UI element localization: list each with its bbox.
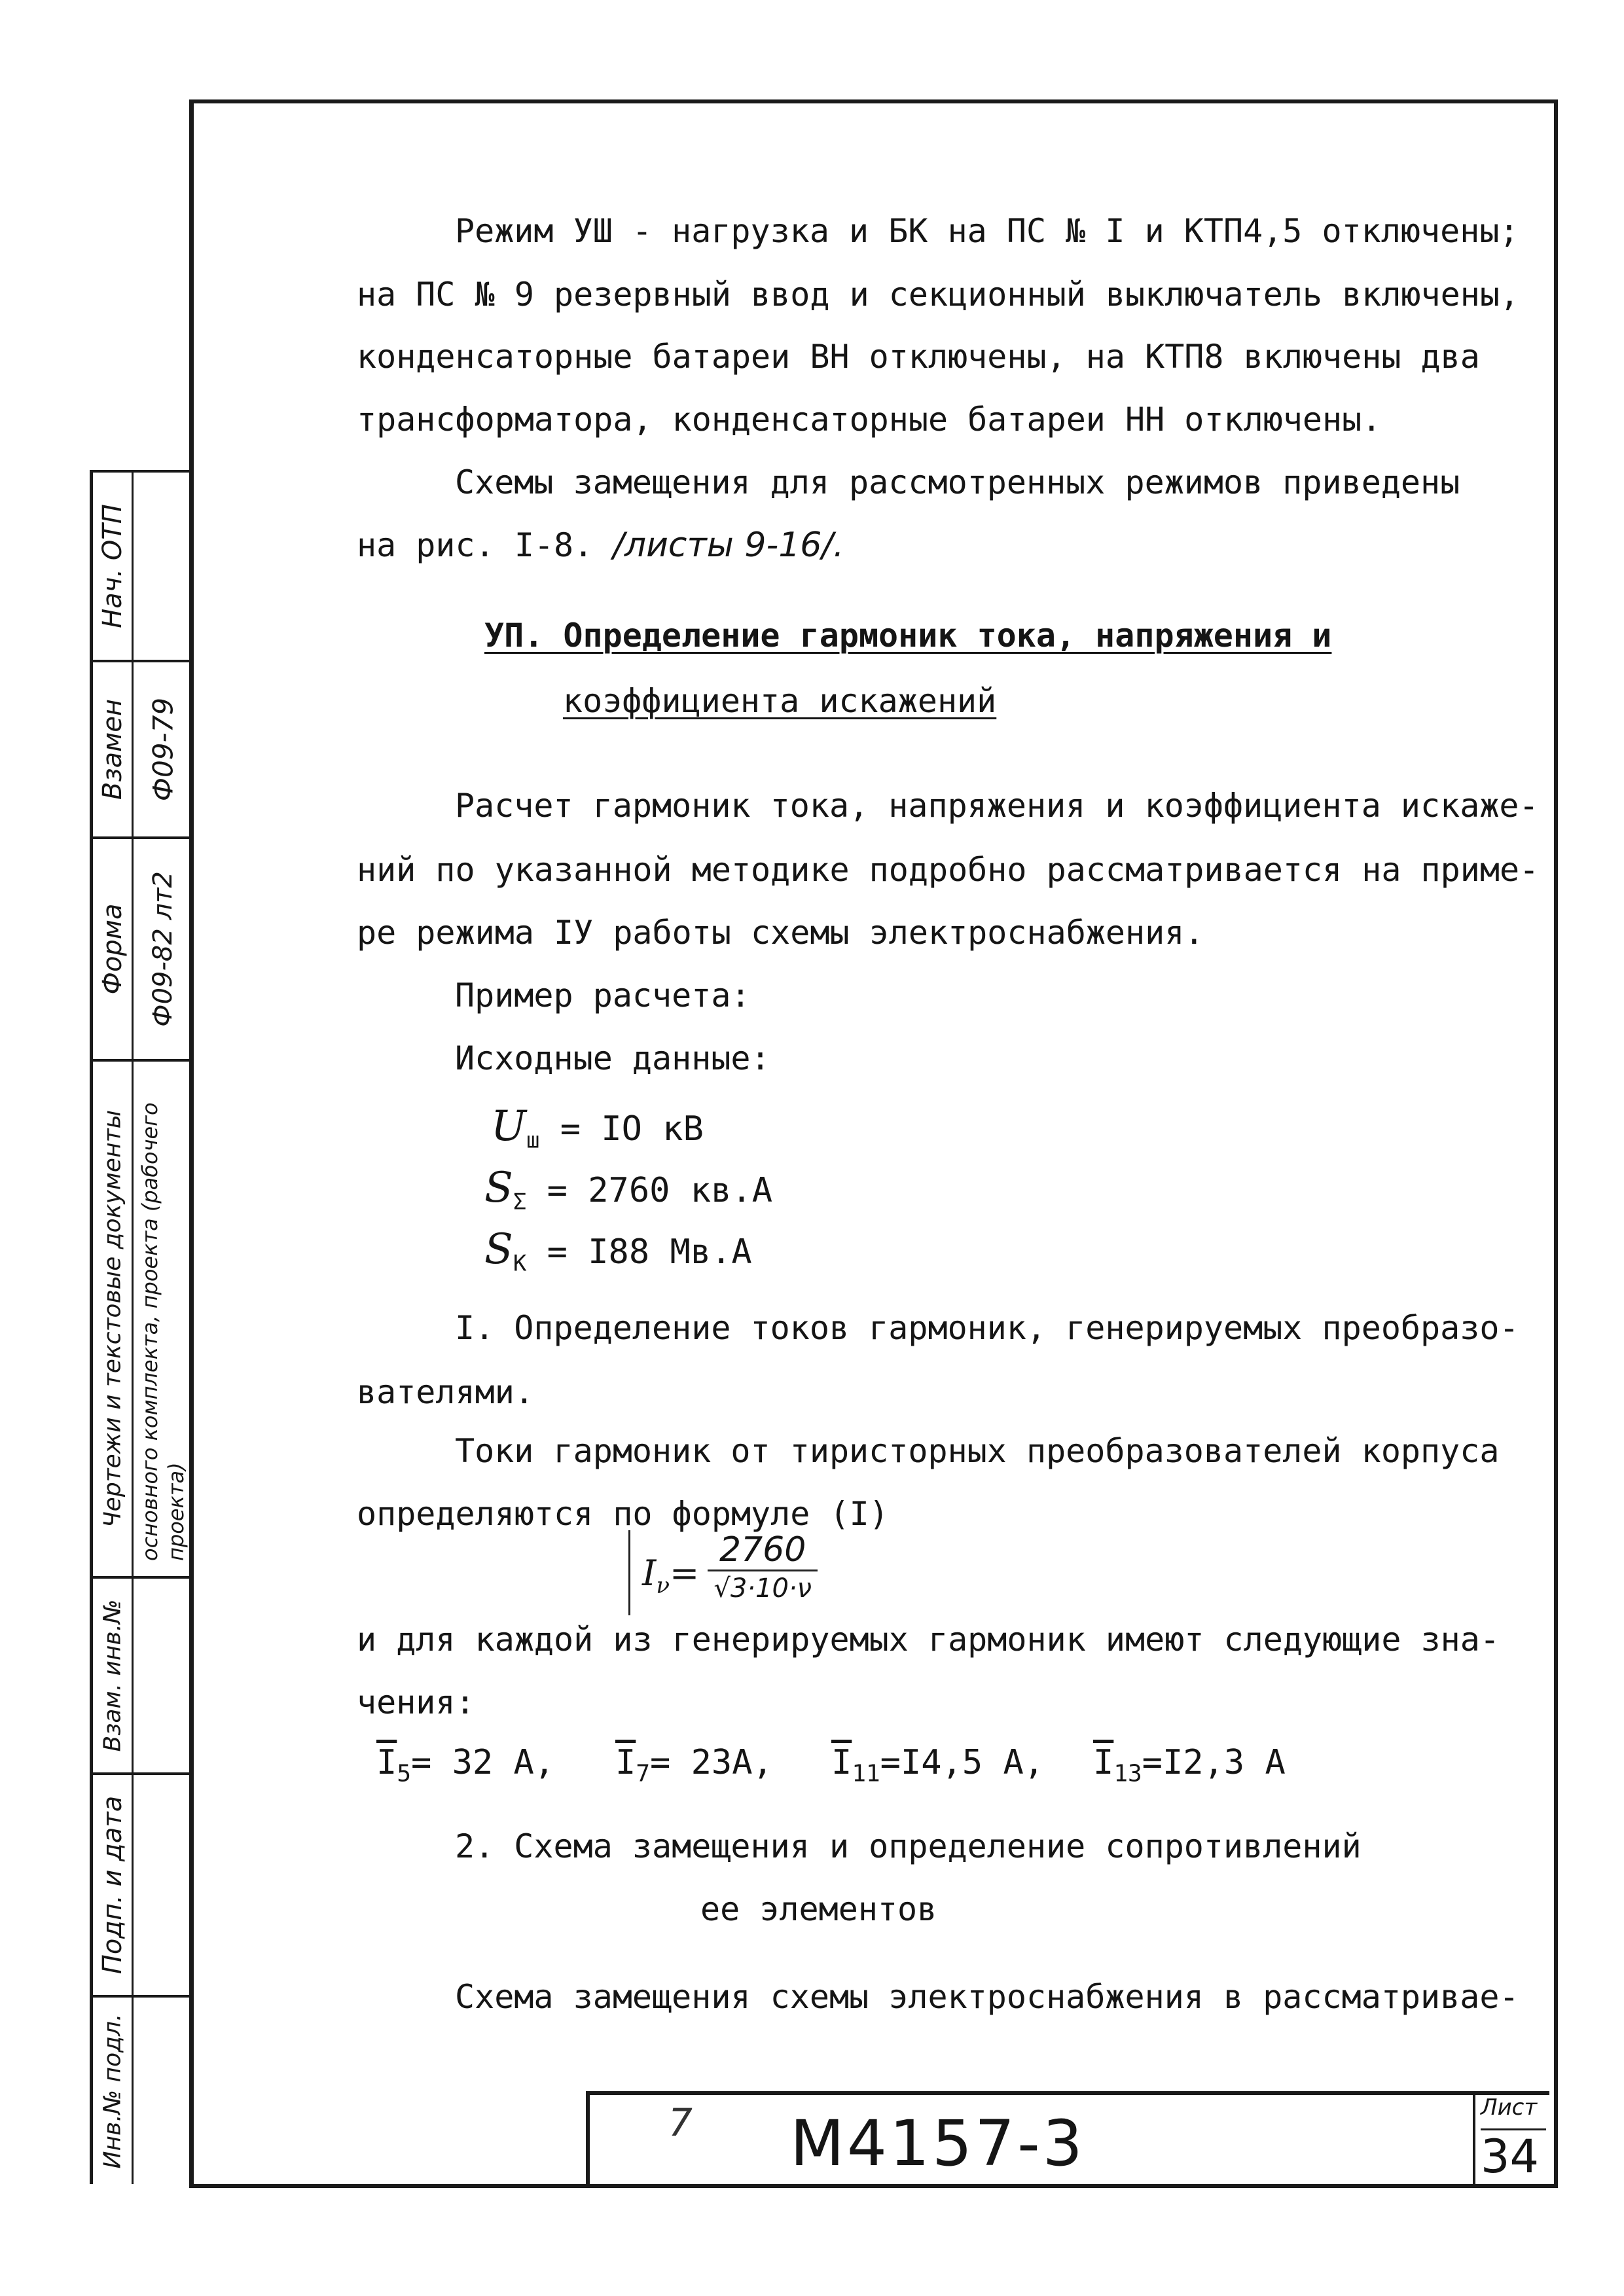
- strip-label: Форма: [97, 903, 128, 995]
- strip-label: Подп. и дата: [97, 1795, 128, 1975]
- strip-label: Нач. ОТП: [97, 504, 128, 628]
- document-registration-strip: [90, 470, 192, 2184]
- strip-label: Чертежи и текстовые документы: [99, 1110, 126, 1528]
- text-line: Схемы замещения для рассмотренных режимов приведены: [455, 463, 1460, 501]
- text-line: вателями.: [357, 1373, 534, 1411]
- stamp-mark: 7: [668, 2100, 693, 2145]
- text-line: Токи гармоник от тиристорных преобразователей корпуса: [455, 1432, 1500, 1470]
- sheet-number: 34: [1481, 2128, 1546, 2183]
- text-line: конденсаторные батареи ВН отключены, на КТП8 включены два: [357, 338, 1480, 376]
- strip-value: основного комплекта, проекта (рабочего проекта): [137, 1102, 189, 1561]
- formula-denominator: √3·10·ν: [713, 1573, 812, 1604]
- text-line: ний по указанной методике подробно рассматривается на приме-: [357, 851, 1540, 889]
- strip-cell-signature-date: [93, 1772, 192, 1995]
- harmonic-13-current: $\overline{I}_{13}=I2,3$ А: [1093, 1743, 1286, 1787]
- strip-label: Взамен: [97, 698, 128, 800]
- text-line: чения:: [357, 1683, 475, 1721]
- input-data-heading: Исходные данные:: [455, 1039, 770, 1077]
- strip-cell-head-approval: [93, 470, 192, 660]
- text-line: 2. Схема замещения и определение сопротивлений: [455, 1827, 1362, 1865]
- strip-label: Взам. инв.№: [99, 1599, 126, 1752]
- example-heading: Пример расчета:: [455, 977, 751, 1014]
- strip-cell-drawings: [93, 1059, 192, 1576]
- harmonic-5-current: $\overline{I}_5= 32$ А,: [376, 1743, 555, 1787]
- strip-label: Инв.№ подл.: [99, 2013, 126, 2168]
- text-line: на ПС № 9 резервный ввод и секционный выключатель включены,: [357, 276, 1520, 314]
- strip-value: Ф09-79: [147, 697, 179, 802]
- strip-cell-replacement-inv: [93, 1576, 192, 1772]
- title-block: [586, 2091, 1549, 2184]
- strip-cell-replaces: [93, 660, 192, 836]
- harmonic-current-formula: [628, 1530, 812, 1615]
- formula-fraction: [708, 1530, 818, 1605]
- sheet-divider: [1473, 2091, 1475, 2184]
- strip-cell-original-inv: [93, 1995, 192, 2184]
- strip-value: Ф09-82 лт2: [148, 871, 178, 1027]
- param-voltage: $U_ш$ = IO кВ: [491, 1102, 704, 1154]
- sheets-ref-handwritten: /листы 9-16/.: [613, 526, 844, 565]
- param-short-circuit-power: $S_К = I88$ Мв.А: [484, 1225, 752, 1277]
- section-title: УП. Определение гармоник тока, напряжения и: [484, 617, 1332, 655]
- harmonic-11-current: $\overline{I}_{11}=I4,5$ А,: [831, 1743, 1045, 1787]
- figure-ref: на рис. I-8.: [357, 526, 594, 564]
- param-load-power: $S_\Sigma = 2760$ кв.А: [484, 1164, 773, 1215]
- page-frame-bottom: [189, 2184, 1557, 2188]
- text-line: I. Определение токов гармоник, генерируемых преобразо-: [455, 1309, 1519, 1347]
- sheet-label: Лист: [1481, 2094, 1538, 2121]
- formula-lhs: $I_\nu=$: [642, 1552, 700, 1599]
- text-line: Расчет гармоник тока, напряжения и коэффициента искаже-: [455, 787, 1539, 825]
- text-line: Режим УШ - нагрузка и БК на ПС № I и КТП4,5 отключены;: [455, 212, 1519, 250]
- text-line: и для каждой из генерируемых гармоник имеют следующие зна-: [357, 1621, 1500, 1659]
- document-cipher: М4157-3: [790, 2107, 1085, 2180]
- text-line: Схема замещения схемы электроснабжения в рассматривае-: [455, 1978, 1519, 2016]
- text-line: ее элементов: [700, 1890, 937, 1928]
- formula-numerator: 2760: [708, 1530, 818, 1571]
- text-line-ref: [357, 525, 844, 565]
- text-line: трансформатора, конденсаторные батареи НН отключены.: [357, 401, 1382, 439]
- text-line: определяются по формуле (I): [357, 1495, 889, 1533]
- text-line: ре режима IУ работы схемы электроснабжения.: [357, 914, 1204, 952]
- section-title-line2: коэффициента искажений: [563, 682, 997, 720]
- strip-cell-form: [93, 836, 192, 1059]
- harmonic-7-current: $\overline{I}_7= 23А$,: [615, 1743, 773, 1787]
